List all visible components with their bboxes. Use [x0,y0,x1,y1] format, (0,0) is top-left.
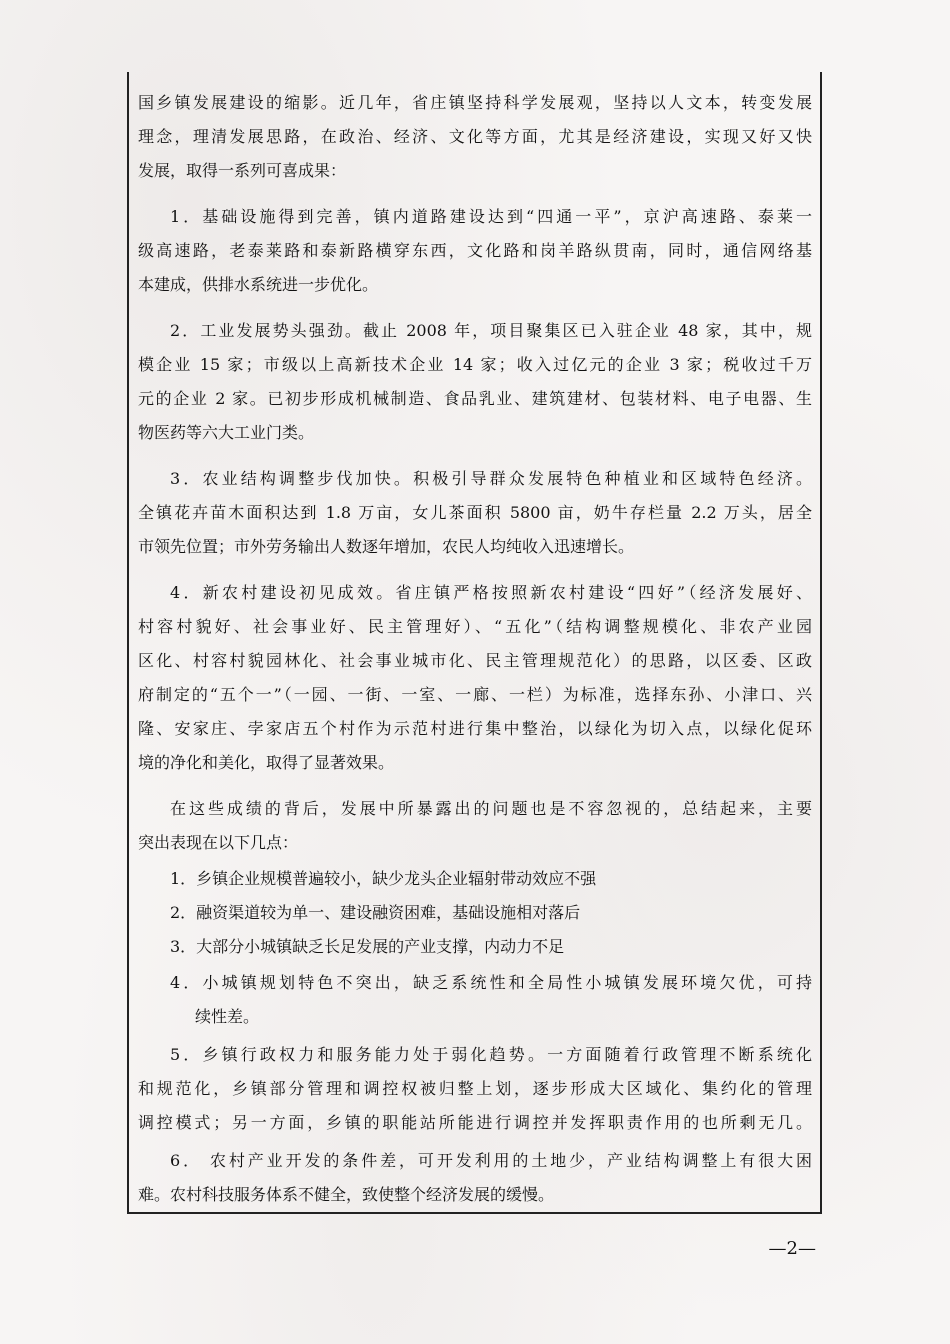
text-line: 在这些成绩的背后，发展中所暴露出的问题也是不容忽视的，总结起来，主要 [170,799,812,818]
text-line: 调控模式；另一方面，乡镇的职能站所能进行调控并发挥职责作用的也所剩无几。 [138,1113,812,1132]
text-line: 理念，理清发展思路，在政治、经济、文化等方面，尤其是经济建设，实现又好又快 [138,127,812,146]
text-line: 突出表现在以下几点： [138,833,299,852]
text-line: 难。农村科技服务体系不健全，致使整个经济发展的缓慢。 [138,1185,555,1204]
text-line: 隆、安家庄、孛家店五个村作为示范村进行集中整治，以绿化为切入点，以绿化促环 [138,719,812,738]
text-line: 物医药等六大工业门类。 [138,423,315,442]
text-line: 3．农业结构调整步伐加快。积极引导群众发展特色种植业和区域特色经济。 [170,469,812,488]
text-line: 6． 农村产业开发的条件差，可开发利用的土地少，产业结构调整上有很大困 [170,1151,812,1170]
text-line: 市领先位置；市外劳务输出人数逐年增加，农民人均纯收入迅速增长。 [138,537,635,556]
text-line: 1．基础设施得到完善，镇内道路建设达到“四通一平”，京沪高速路、泰莱一 [170,207,812,226]
list-item: 3．大部分小城镇缺乏长足发展的产业支撑，内动力不足 [170,937,565,956]
text-line: 区化、村容村貌园林化、社会事业城市化、民主管理规范化）的思路，以区委、区政 [138,651,812,670]
list-item: 1．乡镇企业规模普遍较小，缺少龙头企业辐射带动效应不强 [170,869,597,888]
text-line: 境的净化和美化，取得了显著效果。 [138,753,395,772]
text-line: 发展，取得一系列可喜成果： [138,161,347,180]
text-line: 府制定的“五个一”（一园、一街、一室、一廊、一栏）为标准，选择东孙、小津口、兴 [138,685,812,704]
text-line: 村容村貌好、社会事业好、民主管理好）、“五化”（结构调整规模化、非农产业园 [138,617,812,636]
text-line: 元的企业 2 家。已初步形成机械制造、食品乳业、建筑建材、包装材料、电子电器、生 [138,389,812,408]
text-line: 全镇花卉苗木面积达到 1.8 万亩，女儿茶面积 5800 亩，奶牛存栏量 2.2 万头，居全 [138,503,812,522]
list-item: 2．融资渠道较为单一、建设融资困难，基础设施相对落后 [170,903,581,922]
text-line: 级高速路，老泰莱路和泰新路横穿东西，文化路和岗羊路纵贯南，同时，通信网络基 [138,241,812,260]
page-number: —2— [768,1238,816,1259]
text-line: 4．新农村建设初见成效。省庄镇严格按照新农村建设“四好”（经济发展好、 [170,583,812,602]
list-item: 续性差。 [195,1007,260,1026]
text-line: 2．工业发展势头强劲。截止 2008 年，项目聚集区已入驻企业 48 家，其中，规 [170,321,812,340]
document-frame [127,72,822,1214]
text-line: 5．乡镇行政权力和服务能力处于弱化趋势。一方面随着行政管理不断系统化 [170,1045,812,1064]
text-line: 和规范化，乡镇部分管理和调控权被归整上划，逐步形成大区域化、集约化的管理 [138,1079,812,1098]
list-item: 4．小城镇规划特色不突出，缺乏系统性和全局性小城镇发展环境欠优，可持 [170,973,812,992]
text-line: 模企业 15 家；市级以上高新技术企业 14 家；收入过亿元的企业 3 家；税收过千万 [138,355,812,374]
text-line: 国乡镇发展建设的缩影。近几年，省庄镇坚持科学发展观，坚持以人文本，转变发展 [138,93,812,112]
text-line: 本建成，供排水系统进一步优化。 [138,275,379,294]
